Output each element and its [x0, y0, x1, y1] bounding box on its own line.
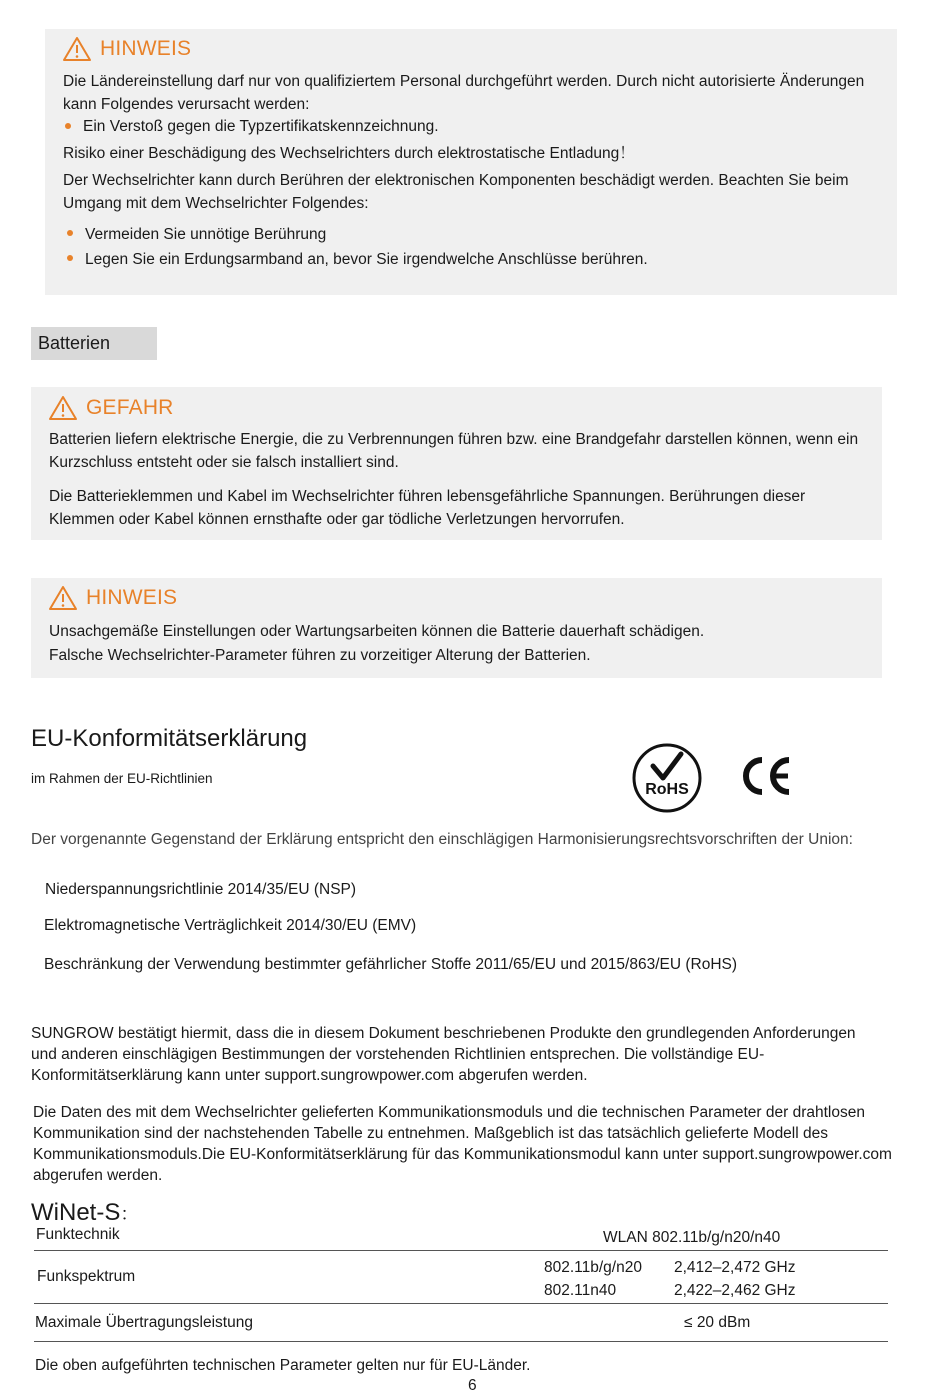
danger-para-1: Batterien liefern elektrische Energie, die zu Verbrennungen führen bzw. eine Brandgefahr darstellen können, wenn ein Kurzschluss entsteht oder sie falsch installiert sind. — [49, 431, 859, 471]
rohs-logo-text: RoHS — [645, 781, 689, 798]
eu-subtitle: im Rahmen der EU-Richtlinien — [31, 771, 213, 786]
danger-para-2: Die Batterieklemmen und Kabel im Wechselrichter führen lebensgefährliche Spannungen. Berührungen dieser Klemmen oder Kabel können ernsthafte oder gar tödliche Verletzungen hervorrufen. — [49, 488, 806, 528]
notice-2-header — [48, 585, 177, 611]
directive-rohs: Beschränkung der Verwendung bestimmter gefährlicher Stoffe 2011/65/EU und 2015/863/EU (RoHS) — [44, 956, 738, 973]
eu-confirmation: SUNGROW bestätigt hiermit, dass die in diesem Dokument beschriebenen Produkte den grundlegenden Anforderungen und anderen einschlägigen Bestimmungen der vorstehenden Richtlinien entsprechen. Die vollständige EU-Konformitätserklärung kann unter support.sungrowpower.com abgerufen werden. — [31, 1025, 856, 1084]
notice-1-bullet-list-1 — [63, 115, 883, 138]
warning-icon — [48, 585, 78, 611]
freq-n20: 2,412–2,472 GHz — [674, 1259, 796, 1276]
notice-1-bullet-list-2 — [65, 222, 885, 272]
list-item: Vermeiden Sie unnötige Berührung — [65, 222, 885, 247]
danger-title: GEFAHR — [86, 396, 174, 419]
eu-intro: Der vorgenannte Gegenstand der Erklärung entspricht den einschlägigen Harmonisierungsrechtsvorschriften der Union: — [31, 831, 853, 848]
warning-icon — [48, 395, 78, 421]
danger-header — [48, 395, 174, 421]
std-n20: 802.11b/g/n20 — [544, 1259, 642, 1276]
std-n40: 802.11n40 — [544, 1282, 617, 1299]
directive-nsp: Niederspannungsrichtlinie 2014/35/EU (NSP) — [45, 881, 357, 898]
notice-2-line-2: Falsche Wechselrichter-Parameter führen zu vorzeitiger Alterung der Batterien. — [49, 647, 591, 664]
notice-1-para-3: Der Wechselrichter kann durch Berühren der elektronischen Komponenten beschädigt werden. Beachten Sie beim Umgang mit dem Wechselrichter Folgendes: — [63, 172, 849, 212]
ce-mark-icon — [736, 756, 796, 796]
row-label-funkspektrum: Funkspektrum — [37, 1268, 136, 1285]
row-label-funktechnik: Funktechnik — [36, 1226, 120, 1243]
page-number: 6 — [468, 1377, 477, 1394]
winet-heading: WiNet-S： — [31, 1199, 139, 1226]
list-item: Legen Sie ein Erdungsarmband an, bevor Sie irgendwelche Anschlüsse berühren. — [65, 247, 885, 272]
notice-1-para-2: Risiko einer Beschädigung des Wechselrichters durch elektrostatische Entladung！ — [63, 145, 635, 162]
notice-1-para-1: Die Ländereinstellung darf nur von qualifiziertem Personal durchgeführt werden. Durch nicht autorisierte Änderungen kann Folgendes verursacht werden: — [63, 73, 865, 113]
notice-1-title: HINWEIS — [100, 37, 192, 60]
table-divider — [34, 1341, 888, 1342]
module-info: Die Daten des mit dem Wechselrichter gelieferten Kommunikationsmoduls und die technischen Parameter der drahtlosen Kommunikation sind der nachstehenden Tabelle zu entnehmen. Maßgeblich ist das tatsächlich gelieferte Modell des Kommunikationsmoduls.Die EU-Konformitätserklärung für das Kommunikationsmodul kann unter support.sungrowpower.com abgerufen werden. — [33, 1104, 892, 1184]
section-label-batterien: Batterien — [31, 327, 157, 360]
list-item: Ein Verstoß gegen die Typzertifikatskennzeichnung. — [63, 115, 883, 138]
warning-icon — [62, 36, 92, 62]
directive-emv: Elektromagnetische Verträglichkeit 2014/30/EU (EMV) — [44, 917, 417, 934]
notice-2-title: HINWEIS — [86, 586, 178, 609]
row-value-funktechnik: WLAN 802.11b/g/n20/n40 — [603, 1229, 781, 1246]
notice-1-header — [62, 36, 191, 62]
row-label-max-power: Maximale Übertragungsleistung — [35, 1314, 253, 1331]
table-divider — [34, 1303, 888, 1304]
freq-n40: 2,422–2,462 GHz — [674, 1282, 796, 1299]
row-value-max-power: ≤ 20 dBm — [684, 1314, 751, 1331]
rohs-logo-icon — [631, 742, 703, 814]
notice-2-line-1: Unsachgemäße Einstellungen oder Wartungsarbeiten können die Batterie dauerhaft schädigen. — [49, 623, 705, 640]
eu-only-note: Die oben aufgeführten technischen Parameter gelten nur für EU-Länder. — [35, 1357, 531, 1374]
eu-heading: EU-Konformitätserklärung — [31, 725, 308, 752]
table-divider — [34, 1250, 888, 1251]
